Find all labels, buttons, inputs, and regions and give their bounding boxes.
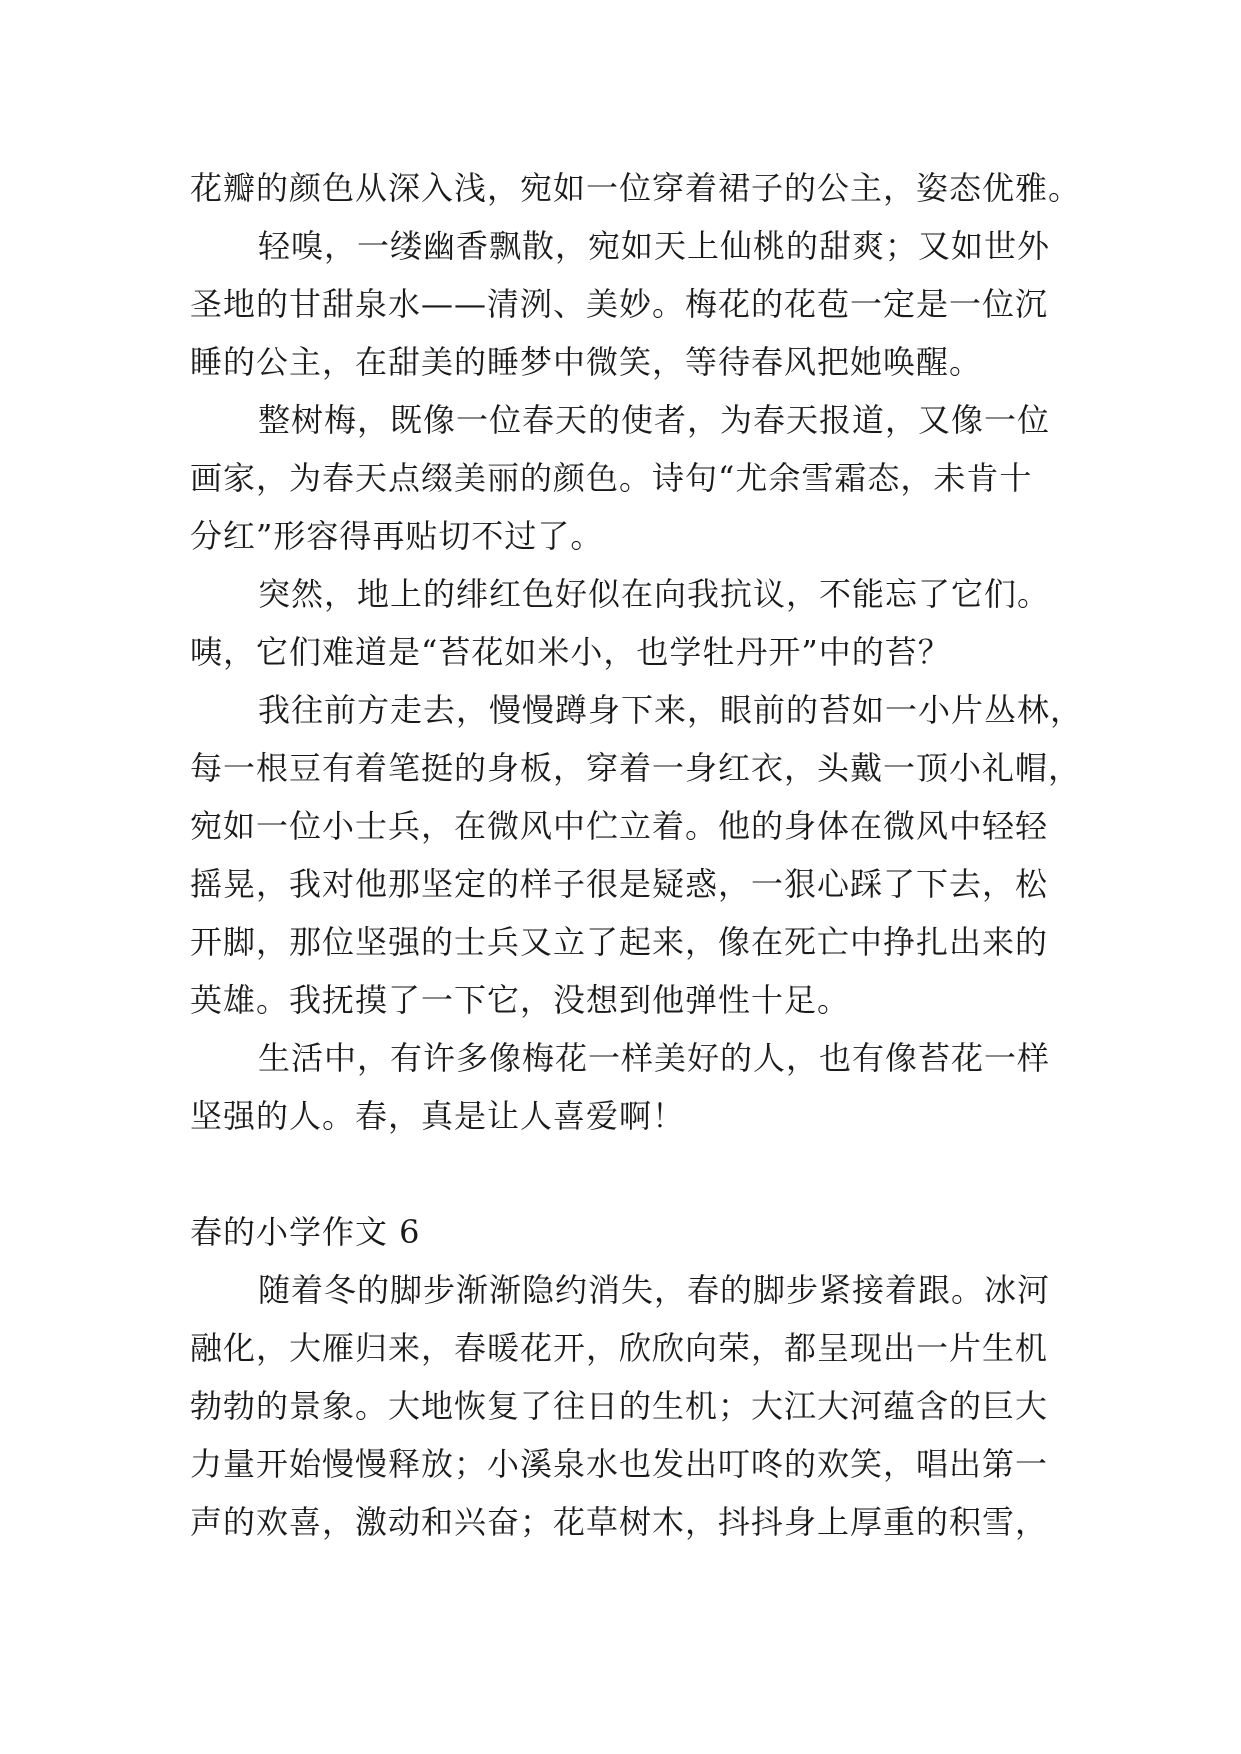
text-line: 画家，为春天点缀美丽的颜色。诗句“尤余雪霜态，未肯十: [190, 459, 1033, 497]
paragraph-start: 整树梅，既像一位春天的使者，为春天报道，又像一位: [258, 401, 1051, 439]
paragraph-start: 轻嗅，一缕幽香飘散，宛如天上仙桃的甜爽；又如世外: [258, 227, 1051, 265]
paragraph-start: 突然，地上的绯红色好似在向我抗议，不能忘了它们。: [258, 575, 1051, 613]
paragraph-start: 随着冬的脚步渐渐隐约消失，春的脚步紧接着跟。冰河: [258, 1271, 1051, 1309]
text-line: 英雄。我抚摸了一下它，没想到他弹性十足。: [190, 981, 851, 1019]
text-line: 开脚，那位坚强的士兵又立了起来，像在死亡中挣扎出来的: [190, 923, 1049, 961]
text-line: 每一根豆有着笔挺的身板，穿着一身红衣，头戴一顶小礼帽，: [190, 749, 1082, 787]
paragraph-start: 生活中，有许多像梅花一样美好的人，也有像苔花一样: [258, 1039, 1051, 1077]
text-line: 宛如一位小士兵，在微风中伫立着。他的身体在微风中轻轻: [190, 807, 1049, 845]
text-line: 融化，大雁归来，春暖花开，欣欣向荣，都呈现出一片生机: [190, 1329, 1049, 1367]
text-line: 圣地的甘甜泉水——清洌、美妙。梅花的花苞一定是一位沉: [190, 285, 1049, 323]
text-line: 睡的公主，在甜美的睡梦中微笑，等待春风把她唤醒。: [190, 343, 983, 381]
text-line: 力量开始慢慢释放；小溪泉水也发出叮咚的欢笑，唱出第一: [190, 1445, 1049, 1483]
text-line: 咦，它们难道是“苔花如米小，也学牡丹开”中的苔？: [190, 633, 951, 671]
text-line: 声的欢喜，激动和兴奋；花草树木，抖抖身上厚重的积雪，: [190, 1503, 1049, 1541]
paragraph-start: 我往前方走去，慢慢蹲身下来，眼前的苔如一小片丛林，: [258, 691, 1084, 729]
text-line: 勃勃的景象。大地恢复了往日的生机；大江大河蕴含的巨大: [190, 1387, 1049, 1425]
text-line: 坚强的人。春，真是让人喜爱啊！: [190, 1097, 686, 1135]
text-line: 花瓣的颜色从深入浅，宛如一位穿着裙子的公主，姿态优雅。: [190, 169, 1082, 207]
text-line: 分红”形容得再贴切不过了。: [190, 517, 604, 555]
text-line: 摇晃，我对他那坚定的样子很是疑惑，一狠心踩了下去，松: [190, 865, 1049, 903]
section-heading: 春的小学作文 6: [190, 1213, 421, 1251]
